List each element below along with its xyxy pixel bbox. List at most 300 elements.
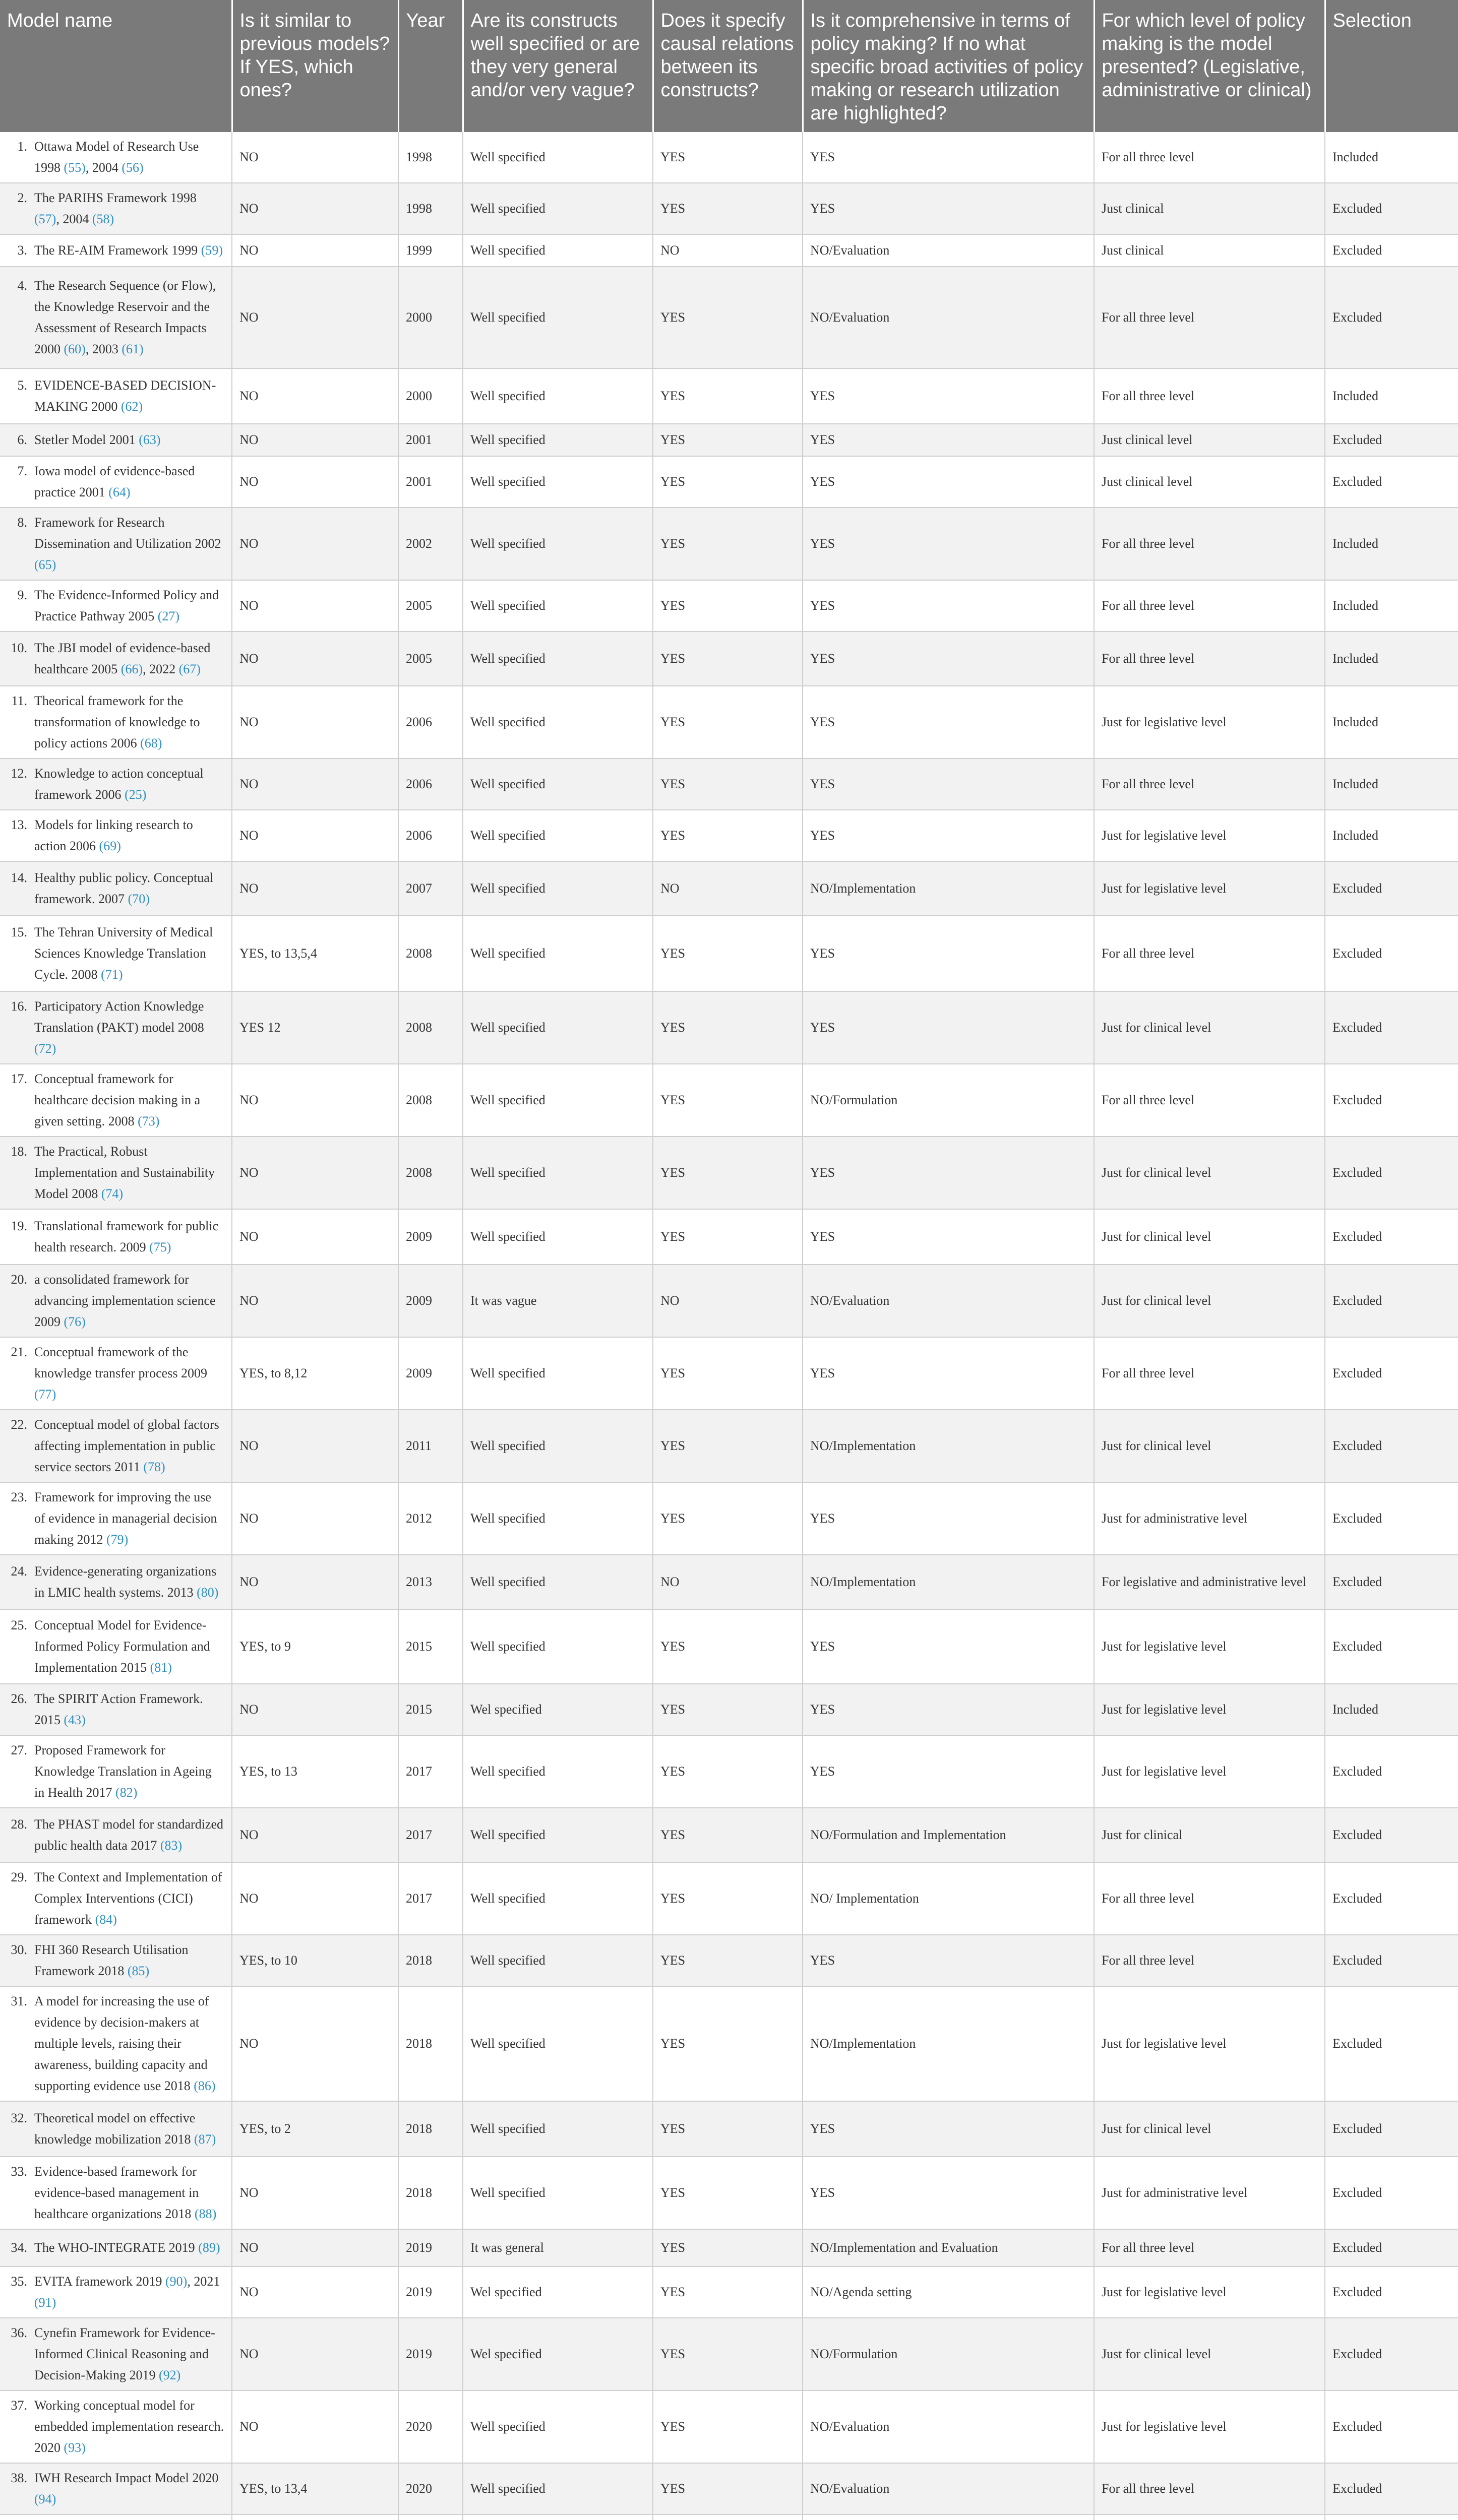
cell-comprehensive: NO/ Implementation — [803, 1862, 1094, 1935]
cell-model-name — [0, 632, 232, 686]
citation-link[interactable]: (77) — [34, 1387, 56, 1402]
cell-selection: Excluded — [1325, 861, 1458, 916]
table-row — [0, 1482, 1458, 1555]
cell-constructs: Well specified — [463, 686, 653, 759]
cell-model-name — [0, 1555, 232, 1609]
cell-level: Just for legislative level — [1094, 1684, 1325, 1735]
model-name-text: The WHO-INTEGRATE 2019 — [34, 2240, 199, 2255]
header-level: For which level of policy making is the model presented? (Legislative, administrative or clinical) — [1094, 0, 1325, 132]
cell-similar: YES, to 2 — [232, 2101, 398, 2157]
table-row — [0, 1735, 1458, 1808]
cell-similar: YES, to 9 — [232, 1609, 398, 1684]
model-number: 37. — [11, 2398, 27, 2413]
model-number: 8. — [17, 515, 27, 530]
citation-link[interactable]: (91) — [34, 2295, 56, 2310]
model-name-text: a consolidated framework for advancing implementation science 2009 — [34, 1272, 216, 1329]
cell-similar: NO — [232, 2157, 398, 2229]
citation-link[interactable]: (80) — [197, 1585, 219, 1600]
cell-comprehensive: YES — [803, 632, 1094, 686]
table-row — [0, 183, 1458, 234]
cell-level: Just for clinical level — [1094, 2101, 1325, 2157]
model-name-text: Healthy public policy. Conceptual framework. 2007 — [34, 870, 213, 906]
cell-year: 2019 — [398, 2318, 463, 2390]
cell-similar: YES 12 — [232, 991, 398, 1064]
cell-selection: Excluded — [1325, 1862, 1458, 1935]
model-title — [34, 1269, 224, 1333]
cell-similar: NO — [232, 810, 398, 861]
cell-year: 2009 — [398, 1209, 463, 1265]
table-row — [0, 1986, 1458, 2101]
model-number: 32. — [11, 2111, 27, 2125]
model-name-tail: , 2021 — [187, 2274, 220, 2289]
model-title — [34, 2468, 224, 2510]
model-name-text: A model for increasing the use of evidence by decision-makers at multiple levels, raising their awareness, building capacity and supporting evidence use 2018 — [34, 1994, 209, 2093]
cell-level: Just for clinical level — [1094, 1410, 1325, 1482]
citation-link[interactable]: (55) — [64, 160, 86, 175]
cell-constructs: Well specified — [463, 424, 653, 456]
cell-year: 2018 — [398, 1986, 463, 2101]
cell-year: 2017 — [398, 1808, 463, 1862]
cell-causal: YES — [653, 2266, 803, 2318]
model-number: 24. — [11, 1564, 27, 1579]
cell-selection: Excluded — [1325, 2157, 1458, 2229]
cell-similar: NO — [232, 1862, 398, 1935]
header-comprehensive: Is it comprehensive in terms of policy making? If no what specific broad activities of policy making or research utilization are highlighted? — [803, 0, 1094, 132]
cell-constructs: Well specified — [463, 1137, 653, 1209]
cell-comprehensive: YES — [803, 759, 1094, 810]
model-name-text: IWH Research Impact Model 2020 — [34, 2471, 219, 2485]
table-row — [0, 810, 1458, 861]
cell-model-name — [0, 2101, 232, 2157]
citation-link[interactable]: (65) — [34, 557, 56, 572]
citation-link[interactable]: (70) — [128, 892, 150, 906]
cell-level: For all three level — [1094, 916, 1325, 991]
model-number: 22. — [11, 1417, 27, 1432]
model-name-text: Evidence-based framework for evidence-based management in healthcare organizations 2018 — [34, 2164, 199, 2221]
citation-link[interactable]: (66) — [120, 662, 143, 676]
cell-constructs: Well specified — [463, 916, 653, 991]
cell-causal: YES — [653, 1137, 803, 1209]
cell-similar: NO — [232, 1684, 398, 1735]
cell-model-name — [0, 1808, 232, 1862]
cell-year: 2015 — [398, 1609, 463, 1684]
cell-selection: Excluded — [1325, 1935, 1458, 1986]
cell-causal: YES — [653, 1684, 803, 1735]
cell-level: For all three level — [1094, 2229, 1325, 2266]
cell-level: For all three level — [1094, 1935, 1325, 1986]
cell-comprehensive: YES — [803, 2101, 1094, 2157]
cell-selection: Excluded — [1325, 1265, 1458, 1337]
model-title — [34, 996, 224, 1059]
model-number: 15. — [11, 925, 27, 939]
cell-level: For all three level — [1094, 368, 1325, 424]
cell-causal: YES — [653, 1735, 803, 1808]
cell-similar: NO — [232, 1137, 398, 1209]
cell-similar: NO — [232, 267, 398, 368]
cell-model-name — [0, 1735, 232, 1808]
cell-comprehensive: YES — [803, 1735, 1094, 1808]
cell-selection: Excluded — [1325, 2266, 1458, 2318]
cell-constructs: Well specified — [463, 1735, 653, 1808]
cell-comprehensive: NO/Implementation and Evaluation — [803, 2229, 1094, 2266]
cell-level: For all three level — [1094, 132, 1325, 183]
cell-similar: YES, to 13,4 — [232, 2463, 398, 2514]
cell-level: For all three level — [1094, 508, 1325, 580]
cell-comprehensive: NO/Implementation — [803, 1555, 1094, 1609]
table-row — [0, 2229, 1458, 2266]
model-name-tail: , 2003 — [85, 342, 122, 356]
cell-causal: YES — [653, 1209, 803, 1265]
header-year: Year — [398, 0, 463, 132]
cell-level: For legislative and administrative level — [1094, 1555, 1325, 1609]
citation-link[interactable]: (62) — [120, 399, 143, 414]
cell-comprehensive: NO/Formulation — [803, 2318, 1094, 2390]
cell-level: Just for legislative level — [1094, 2390, 1325, 2463]
cell-year: 2009 — [398, 1265, 463, 1337]
cell-selection: Excluded — [1325, 916, 1458, 991]
model-name-text: Conceptual framework for healthcare decision making in a given setting. 2008 — [34, 1072, 201, 1128]
model-name-text: The RE-AIM Framework 1999 — [34, 243, 201, 258]
model-name-tail: , 2004 — [85, 160, 122, 175]
model-name-text: Translational framework for public health research. 2009 — [34, 1219, 219, 1254]
citation-link[interactable]: (90) — [165, 2274, 188, 2289]
citation-link[interactable]: (74) — [101, 1186, 124, 1201]
cell-model-name — [0, 234, 232, 267]
citation-link[interactable]: (88) — [194, 2207, 217, 2221]
model-title — [34, 763, 224, 805]
cell-model-name — [0, 1684, 232, 1735]
cell-model-name — [0, 508, 232, 580]
model-name-text: The Context and Implementation of Complex Interventions (CICI) framework — [34, 1870, 222, 1927]
cell-comprehensive: NO/Implementation — [803, 1986, 1094, 2101]
model-title — [34, 2395, 224, 2459]
model-name-text: Evidence-generating organizations in LMIC health systems. 2013 — [34, 1564, 217, 1600]
cell-causal: YES — [653, 810, 803, 861]
table-row — [0, 2390, 1458, 2463]
cell-comprehensive: NO/Implementation — [803, 1410, 1094, 1482]
citation-link[interactable]: (93) — [64, 2440, 86, 2455]
cell-comprehensive: YES — [803, 916, 1094, 991]
citation-link[interactable]: (60) — [64, 342, 86, 356]
table-row — [0, 132, 1458, 183]
table-row — [0, 759, 1458, 810]
citation-link[interactable]: (63) — [139, 432, 161, 447]
cell-comprehensive: YES — [803, 183, 1094, 234]
citation-link[interactable]: (56) — [122, 160, 144, 175]
cell-year: 2019 — [398, 2266, 463, 2318]
model-number: 14. — [11, 870, 27, 885]
cell-causal: YES — [653, 1808, 803, 1862]
cell-year: 2011 — [398, 1410, 463, 1482]
citation-link[interactable]: (83) — [160, 1838, 183, 1853]
cell-model-name — [0, 2318, 232, 2390]
citation-link[interactable]: (78) — [143, 1460, 165, 1474]
model-title — [34, 1740, 224, 1803]
model-name-text: FHI 360 Research Utilisation Framework 2018 — [34, 1942, 189, 1978]
cell-model-name — [0, 810, 232, 861]
cell-year: 2018 — [398, 2157, 463, 2229]
cell-selection: Included — [1325, 132, 1458, 183]
table-row — [0, 1808, 1458, 1862]
cell-year: 2017 — [398, 1862, 463, 1935]
cell-model-name — [0, 1410, 232, 1482]
cell-comprehensive: YES — [803, 1684, 1094, 1735]
cell-level: Just for legislative level — [1094, 1735, 1325, 1808]
model-title — [34, 187, 224, 230]
model-title — [34, 1342, 224, 1405]
citation-link[interactable]: (67) — [178, 662, 201, 676]
citation-link[interactable]: (81) — [150, 1660, 172, 1675]
cell-causal: NO — [653, 1265, 803, 1337]
cell-causal: YES — [653, 1862, 803, 1935]
cell-level: Just for clinical level — [1094, 1265, 1325, 1337]
cell-year: 1998 — [398, 183, 463, 234]
cell-year: 2020 — [398, 2390, 463, 2463]
model-title — [34, 867, 224, 910]
cell-level: Just for legislative level — [1094, 1609, 1325, 1684]
cell-comprehensive: YES — [803, 1482, 1094, 1555]
model-title — [34, 1561, 224, 1603]
cell-level: Just for clinical level — [1094, 1209, 1325, 1265]
cell-similar: NO — [232, 1986, 398, 2101]
model-number: 28. — [11, 1817, 27, 1832]
cell-model-name — [0, 183, 232, 234]
citation-link[interactable]: (59) — [201, 243, 223, 258]
citation-link[interactable]: (25) — [125, 787, 147, 802]
cell-comprehensive: YES — [803, 132, 1094, 183]
model-number: 29. — [11, 1870, 27, 1884]
citation-link[interactable]: (71) — [101, 967, 123, 982]
cell-selection: Included — [1325, 580, 1458, 632]
citation-link[interactable]: (73) — [138, 1114, 160, 1128]
cell-constructs: Well specified — [463, 2101, 653, 2157]
cell-model-name — [0, 1337, 232, 1410]
model-number: 20. — [11, 1272, 27, 1287]
model-name-text: The Evidence-Informed Policy and Practice Pathway 2005 — [34, 588, 219, 623]
cell-constructs: Well specified — [463, 2157, 653, 2229]
cell-causal — [653, 2514, 803, 2520]
cell-year: 2008 — [398, 916, 463, 991]
cell-causal: YES — [653, 1064, 803, 1137]
cell-selection: Included — [1325, 632, 1458, 686]
citation-link[interactable]: (79) — [106, 1532, 129, 1547]
citation-link[interactable]: (94) — [34, 2492, 56, 2506]
cell-year: 2007 — [398, 861, 463, 916]
model-number: 26. — [11, 1691, 27, 1706]
table-row — [0, 991, 1458, 1064]
model-name-text: The Tehran University of Medical Sciences Knowledge Translation Cycle. 2008 — [34, 925, 213, 982]
cell-comprehensive: NO/Evaluation — [803, 2390, 1094, 2463]
header-constructs: Are its constructs well specified or are they very general and/or very vague? — [463, 0, 653, 132]
cell-causal: YES — [653, 2390, 803, 2463]
model-title — [34, 2161, 224, 2225]
cell-model-name — [0, 132, 232, 183]
cell-selection: Excluded — [1325, 424, 1458, 456]
cell-selection: Excluded — [1325, 2101, 1458, 2157]
cell-similar: NO — [232, 686, 398, 759]
model-title — [34, 814, 224, 857]
cell-year — [398, 2514, 463, 2520]
cell-similar: NO — [232, 508, 398, 580]
cell-selection: Excluded — [1325, 2390, 1458, 2463]
model-number: 9. — [17, 588, 27, 602]
citation-link[interactable]: (57) — [34, 212, 56, 226]
cell-similar: YES, to 13,5,4 — [232, 916, 398, 991]
citation-link[interactable]: (87) — [194, 2132, 216, 2147]
cell-level: For all three level — [1094, 580, 1325, 632]
table-row — [0, 686, 1458, 759]
cell-selection: Excluded — [1325, 1137, 1458, 1209]
cell-year: 2000 — [398, 267, 463, 368]
citation-link[interactable]: (61) — [122, 342, 144, 356]
citation-link[interactable]: (82) — [115, 1785, 138, 1800]
citation-link[interactable]: (92) — [158, 2368, 181, 2382]
citation-link[interactable]: (64) — [108, 485, 131, 499]
model-name-tail: , 2022 — [143, 662, 179, 676]
model-name-text: Conceptual Model for Evidence-Informed Policy Formulation and Implementation 2015 — [34, 1618, 210, 1675]
citation-link[interactable]: (69) — [99, 839, 121, 853]
table-row — [0, 1609, 1458, 1684]
table-row — [0, 1935, 1458, 1986]
cell-constructs — [463, 2514, 653, 2520]
cell-model-name — [0, 580, 232, 632]
model-number: 5. — [17, 378, 27, 393]
cell-level: Just clinical — [1094, 183, 1325, 234]
cell-similar: NO — [232, 132, 398, 183]
model-name-text: The Research Sequence (or Flow), the Knowledge Reservoir and the Assessment of Research Impacts 2000 — [34, 278, 216, 356]
citation-link[interactable]: (85) — [127, 1964, 150, 1978]
cell-model-name — [0, 1935, 232, 1986]
model-number: 17. — [11, 1072, 27, 1086]
table-row — [0, 1862, 1458, 1935]
cell-selection: Excluded — [1325, 183, 1458, 234]
cell-causal: YES — [653, 632, 803, 686]
cell-causal: YES — [653, 2229, 803, 2266]
citation-link[interactable]: (86) — [194, 2078, 216, 2093]
model-number: 19. — [11, 1219, 27, 1233]
model-title — [34, 461, 224, 503]
header-causal: Does it specify causal relations between its constructs? — [653, 0, 803, 132]
cell-year: 2015 — [398, 1684, 463, 1735]
cell-selection: Included — [1325, 368, 1458, 424]
model-name-text: The SPIRIT Action Framework. 2015 — [34, 1691, 203, 1727]
citation-link[interactable]: (75) — [149, 1240, 171, 1254]
table-row — [0, 2463, 1458, 2514]
cell-model-name — [0, 2229, 232, 2266]
cell-causal: YES — [653, 267, 803, 368]
cell-selection: Included — [1325, 686, 1458, 759]
model-title — [34, 2271, 224, 2313]
cell-model-name — [0, 267, 232, 368]
citation-link[interactable]: (89) — [198, 2240, 220, 2255]
model-number: 2. — [17, 191, 27, 205]
cell-similar: NO — [232, 1064, 398, 1137]
cell-comprehensive: YES — [803, 991, 1094, 1064]
model-number: 16. — [11, 999, 27, 1014]
model-title — [34, 1487, 224, 1550]
model-title — [34, 690, 224, 754]
cell-model-name — [0, 2463, 232, 2514]
cell-comprehensive: YES — [803, 456, 1094, 508]
cell-constructs: Well specified — [463, 1986, 653, 2101]
cell-year: 2012 — [398, 1482, 463, 1555]
model-number: 33. — [11, 2164, 27, 2179]
citation-link[interactable]: (43) — [64, 1713, 86, 1727]
cell-year: 2005 — [398, 580, 463, 632]
citation-link[interactable]: (76) — [64, 1314, 86, 1329]
cell-causal: YES — [653, 132, 803, 183]
cell-constructs: Well specified — [463, 1482, 653, 1555]
cell-similar: NO — [232, 424, 398, 456]
cell-level: For all three level — [1094, 759, 1325, 810]
citation-link[interactable]: (84) — [95, 1912, 117, 1927]
table-row — [0, 2318, 1458, 2390]
model-name-text: The PARIHS Framework 1998 — [34, 191, 197, 205]
table-row — [0, 1555, 1458, 1609]
cell-similar: NO — [232, 632, 398, 686]
model-name-text: Working conceptual model for embedded implementation research. 2020 — [34, 2398, 224, 2455]
citation-link[interactable]: (58) — [92, 212, 114, 226]
cell-similar — [232, 2514, 398, 2520]
cell-causal: YES — [653, 2463, 803, 2514]
cell-similar: NO — [232, 1265, 398, 1337]
cell-level: Just for administrative level — [1094, 1482, 1325, 1555]
cell-level: Just clinical — [1094, 234, 1325, 267]
cell-comprehensive: YES — [803, 1209, 1094, 1265]
model-number: 34. — [11, 2240, 27, 2255]
cell-causal: YES — [653, 1609, 803, 1684]
model-name-text: The PHAST model for standardized public health data 2017 — [34, 1817, 223, 1853]
cell-comprehensive: YES — [803, 368, 1094, 424]
cell-constructs: Well specified — [463, 2390, 653, 2463]
table-row — [0, 2514, 1458, 2520]
cell-similar: NO — [232, 580, 398, 632]
cell-constructs: Well specified — [463, 132, 653, 183]
cell-constructs: Well specified — [463, 759, 653, 810]
cell-constructs: It was vague — [463, 1265, 653, 1337]
model-number: 7. — [17, 464, 27, 478]
cell-level: Just for legislative level — [1094, 1986, 1325, 2101]
model-title — [34, 1216, 224, 1258]
cell-selection: Excluded — [1325, 267, 1458, 368]
model-name-text: Models for linking research to action 2006 — [34, 817, 193, 853]
model-title — [34, 240, 224, 261]
cell-selection: Excluded — [1325, 456, 1458, 508]
model-title — [34, 638, 224, 680]
cell-selection: Excluded — [1325, 991, 1458, 1064]
cell-constructs: Well specified — [463, 1410, 653, 1482]
citation-link[interactable]: (27) — [157, 609, 180, 623]
model-number: 21. — [11, 1345, 27, 1359]
cell-constructs: Well specified — [463, 2463, 653, 2514]
cell-year: 2006 — [398, 686, 463, 759]
model-title — [34, 1688, 224, 1731]
citation-link[interactable]: (72) — [34, 1041, 56, 1056]
model-title — [34, 1068, 224, 1132]
cell-comprehensive: YES — [803, 424, 1094, 456]
model-title — [34, 1615, 224, 1678]
model-name-text: Participatory Action Knowledge Translation (PAKT) model 2008 — [34, 999, 204, 1035]
cell-constructs: Well specified — [463, 1555, 653, 1609]
cell-model-name — [0, 2514, 232, 2520]
cell-constructs: Well specified — [463, 632, 653, 686]
table-row — [0, 267, 1458, 368]
cell-comprehensive: NO/Implementation — [803, 861, 1094, 916]
cell-similar: NO — [232, 234, 398, 267]
citation-link[interactable]: (68) — [140, 736, 162, 750]
model-title — [34, 275, 224, 360]
cell-selection: Excluded — [1325, 1337, 1458, 1410]
